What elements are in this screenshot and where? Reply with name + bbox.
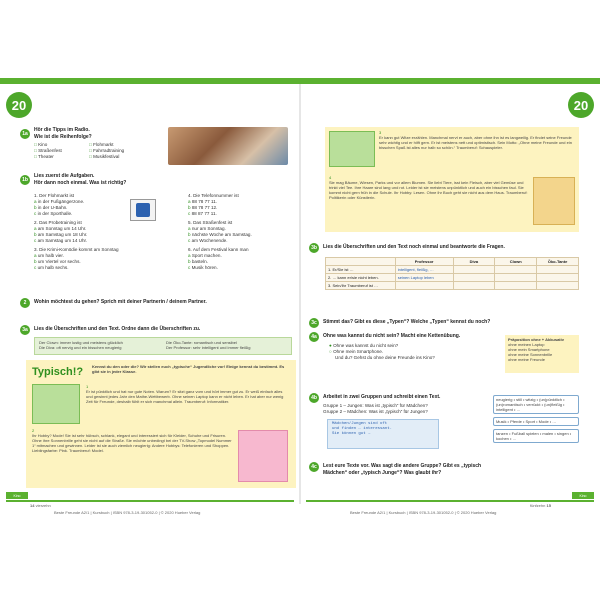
paragraph-number: 3 [379, 130, 382, 135]
exercise-1b [34, 173, 289, 186]
question-block [34, 193, 144, 217]
option[interactable]: c 88 87 77 11. [188, 211, 217, 216]
question-title: 4. Die Telefonnummer ist [188, 193, 239, 198]
exercise-title: Ohne was kannst du nicht sein? Macht eine Kettenübung. [323, 333, 461, 339]
exercise-number-text: 1a [22, 131, 28, 137]
question-title: 2. Das Probetraining ist [34, 220, 82, 225]
exercise-title: Lies die Überschriften und den Text noch einmal und beantworte die Fragen. [323, 244, 505, 250]
question-block [188, 220, 293, 244]
grammar-line: ohne meine Freunde [508, 357, 545, 362]
option[interactable]: a um halb vier. [34, 253, 64, 258]
option[interactable]: a in der Fußgängerzone. [34, 199, 85, 204]
paragraph-number: 1 [86, 384, 89, 389]
exercise-title: Lest eure Texte vor. Was sagt die andere Gruppe? Gibt es „typisch Mädchen“ oder „typisch Junge“? Was glaubt ihr? [323, 463, 482, 476]
word-box-activities: tanzen • Fußball spielen • malen • singen • kochen • … [493, 429, 579, 443]
cartoon-clown [329, 131, 375, 167]
chain-dialogue [329, 343, 509, 361]
list-item: □ Theater [34, 154, 54, 159]
word-box-interests: Musik • Pferde • Sport • Mode • … [493, 417, 579, 426]
exercise-title: Arbeitet in zwei Gruppen und schreibt einen Text. [323, 394, 441, 400]
table-row: 3. Sein/Ihr Traumberuf ist … [326, 282, 579, 290]
group-tasks [323, 403, 493, 415]
heading-option: Der Clown: immer lustig und meistens glücklich [39, 340, 123, 345]
article-intro: Kennst du den oder die? Wir stellen euch „typische“ Jugendliche vor! Einige kennst du bestimmt. Es gibt sie in jeder Klasse. [92, 364, 285, 374]
heading-option: Der Professor: sehr intelligent und immer fleißig [165, 345, 251, 350]
option[interactable]: b basteln. [188, 259, 208, 264]
question-title: 1. Der Flohmarkt ist [34, 193, 75, 198]
word-boxes [493, 395, 579, 443]
footer-right [530, 503, 551, 508]
option[interactable]: a am Sonntag um 14 Uhr. [34, 226, 87, 231]
list-item: □ Musikfestival [89, 154, 120, 159]
group-task: Gruppe 1 – Jungen: Was ist „typisch“ für Mädchen? [323, 403, 428, 408]
ubahn-sign-image [130, 199, 156, 221]
handwriting-note [327, 419, 439, 449]
footer-credit-right: Beste Freunde A2/1 | Kursbuch | ISBN 978-3-19-301052-0 | © 2020 Hueber Verlag [350, 510, 497, 515]
table-row: 2. … kann er/sie nicht leben. seinen Laptop leben [326, 274, 579, 282]
option[interactable]: c um halb sechs. [34, 265, 69, 270]
table-row: 1. Er/Sie ist … intelligent, fleißig, … [326, 266, 579, 274]
exercise-title: Lies zuerst die Aufgaben. [34, 173, 95, 179]
exercise-title: Lies die Überschriften und den Text. Ordne dann die Überschriften zu. [34, 326, 201, 332]
photo-teens-radio [168, 127, 288, 165]
option[interactable]: b 88 78 77 12. [188, 205, 218, 210]
exercise-title: Wohin möchtest du gehen? Sprich mit deiner Partnerin / deinem Partner. [34, 299, 207, 305]
table-header [326, 258, 396, 266]
list-item: □ Fahrradtraining [89, 148, 125, 153]
dialogue-line: Und du? Gehst du ohne deine Freunde ins Kino? [335, 355, 435, 360]
exercise-title: Wie ist die Reihenfolge? [34, 133, 92, 140]
dialogue-line: ● Ohne was kannst du nicht sein? [329, 343, 399, 348]
paragraph-text: Er ist pünktlich und hat nur gute Noten. Warum? Er sitzt ganz vorn und hört immer gut zu. Er weiß einfach alles und gewinnt jedes Jahr den Mathe-Wettbewerb. Ohne seinen Laptop kann er nicht leben. Er hat aber nur wenig Zeit für Freunde, deshalb fühlt er sich manchmal allein. Traumberuf: Informatiker. [86, 389, 284, 404]
grammar-line: ohne meine Sonnenbrille [508, 352, 553, 357]
article-typisch [26, 360, 296, 488]
questions-right [188, 193, 293, 271]
group-task: Gruppe 2 – Mädchen: Was ist „typisch“ für Jungen? [323, 409, 428, 414]
cartoon-diva [238, 430, 288, 482]
unit-number: 20 [573, 97, 589, 113]
option[interactable]: a nur am Sonntag. [188, 226, 226, 231]
list-item: □ Straßenfest [34, 148, 62, 153]
section-tag-left: Kino [6, 492, 28, 499]
book-spine [299, 84, 301, 504]
exercise-number-text: 1b [22, 177, 28, 183]
article-title: Typisch!? [32, 366, 84, 378]
dialogue-line: ○ Ohne mein Smartphone. [329, 349, 384, 354]
page-label: vierzehn [35, 503, 51, 508]
table-header: Professor [395, 258, 453, 266]
page-number: 14 [30, 503, 35, 508]
option[interactable]: b um Viertel vor sechs. [34, 259, 81, 264]
option[interactable]: b nächste Woche am Samstag. [188, 232, 252, 237]
exercise-title: Hör die Tipps im Radio. [34, 127, 90, 133]
questions-left [34, 193, 144, 271]
paragraph-number: 2 [32, 428, 35, 433]
section-tag-right: Kino [572, 492, 594, 499]
option[interactable]: b am Samstag um 18 Uhr. [34, 232, 88, 237]
unit-number: 20 [11, 97, 27, 113]
exercise-number-text: 4c [311, 464, 317, 470]
exercise-number-text: 3c [311, 320, 317, 326]
option[interactable]: b in der U-Bahn. [34, 205, 68, 210]
paragraph-text: Sie mag Bäume, Wiesen, Parks und vor allem Blumen. Sie liebt Tiere, isst kein Fleisch, aber viel Gemüse und trinkt viel Tee. Ihre Haare sind lang und rot. Leider ist sie meistens unpünktlich und auch ein bisschen faul. Sie kommt nicht gern früh in die Schule. Ihr Hobby: Lesen. Ohne ihr Buch geht sie nicht aus dem Haus. Traumberuf: Politikerin oder Künstlerin. [329, 180, 528, 200]
question-block [34, 220, 144, 244]
article-paragraph-2 [32, 428, 232, 453]
exercise-number-text: 2 [23, 300, 27, 306]
cartoon-oeko-tante [533, 177, 575, 225]
footer-credit-left: Beste Freunde A2/1 | Kursbuch | ISBN 978-3-19-301052-0 | © 2020 Hueber Verlag [54, 510, 201, 515]
exercise-title: Hör dann noch einmal. Was ist richtig? [34, 179, 127, 186]
page-number: 15 [546, 503, 551, 508]
exercise-title: Stimmt das? Gibt es diese „Typen“? Welche „Typen“ kennst du noch? [323, 319, 491, 325]
article-paragraph-3 [379, 130, 575, 150]
option[interactable]: c in der Sporthalle. [34, 211, 73, 216]
footer-left [30, 503, 51, 508]
exercise-number [20, 129, 30, 139]
unit-badge-left [6, 92, 32, 118]
grammar-line: ohne mein Smartphone [508, 347, 550, 352]
footer-stripe-right [306, 500, 594, 502]
heading-options-box [34, 337, 292, 355]
footer-stripe-left [6, 500, 294, 502]
unit-badge-right [568, 92, 594, 118]
exercise-number-text: 3b [311, 245, 317, 251]
option[interactable]: a Sport machen. [188, 253, 222, 258]
answer-table [325, 257, 579, 290]
grammar-title: Präposition ohne + Akkusativ [508, 337, 564, 342]
article-paragraph-1 [86, 384, 290, 404]
question-title: 6. Auf dem Festival kann man [188, 247, 249, 252]
question-title: 3. Die Krimi-Komödie kommt am Sonntag [34, 247, 119, 252]
question-block [34, 247, 144, 271]
table-header: Clown [495, 258, 537, 266]
exercise-number-text: 4b [311, 395, 317, 401]
handwriting-line: Sie können gut … [332, 432, 371, 436]
paragraph-number: 4 [329, 175, 332, 180]
article-paragraph-4 [329, 175, 529, 200]
table-header: Öko-Tante [537, 258, 579, 266]
cartoon-professor [32, 384, 80, 424]
option[interactable]: c am Wochenende. [188, 238, 228, 243]
ubahn-icon [136, 203, 150, 217]
paragraph-text: Ihr Hobby? Mode! Sie ist sehr hübsch, schlank, elegant und interessiert sich für Kleider, Schuhe und Frisuren. Ohne ihre Sonnenbrille geht sie nicht auf die Straße. Sie möchte unbedingt bei der TV-Show „Topmodel Nummer 1“ mitmachen und gewinnen. Leider ist sie auch ziemlich neugierig: Andere Hobbys: Telefonieren und Shoppen. Lieblingsfarbe: Pink. Traumberuf: Model. [32, 433, 232, 453]
option[interactable]: a 88 78 77 11. [188, 199, 218, 204]
exercise-number-text: 3a [22, 327, 28, 333]
option[interactable]: c am Samstag um 14 Uhr. [34, 238, 88, 243]
question-title: 5. Das Straßenfest ist [188, 220, 233, 225]
question-block [188, 193, 293, 217]
question-block [188, 247, 293, 271]
handwriting-line: Mädchen/Jungen sind oft [332, 422, 388, 426]
handwriting-line: und finden … interessant. [332, 427, 393, 431]
option[interactable]: c Musik hören. [188, 265, 218, 270]
article-continued [325, 127, 579, 232]
list-item: □ Flohmarkt [89, 142, 114, 147]
heading-option: Die Öko-Tante: romantisch und sensibel [165, 340, 237, 345]
heading-option: Die Diva: oft nervig und ein bisschen neugierig [39, 345, 122, 350]
paragraph-text: Er kann gut Witze erzählen. Manchmal nervt er auch, aber ohne ihn ist es langweilig. Er findet seine Freunde sehr wichtig und er hilft gern. Er ist meistens nett und optimistisch. Sein Motto: „Ohne meine Freunde und ein bisschen Spaß ist alles nur halb so schön.“ Traumberuf: Schauspieler. [379, 135, 572, 150]
exercise-1a [34, 127, 164, 160]
word-box-adjectives: neugierig • still • witzig • (un)pünktlich • (un)romantisch • verrückt • (un)fleißig • intelligent • … [493, 395, 579, 414]
list-item: □ Kino [34, 142, 48, 147]
grammar-line: ohne meinen Laptop [508, 342, 545, 347]
page-label: fünfzehn [530, 503, 546, 508]
grammar-box [505, 335, 579, 373]
table-header: Diva [453, 258, 495, 266]
exercise-number-text: 4a [311, 334, 317, 340]
